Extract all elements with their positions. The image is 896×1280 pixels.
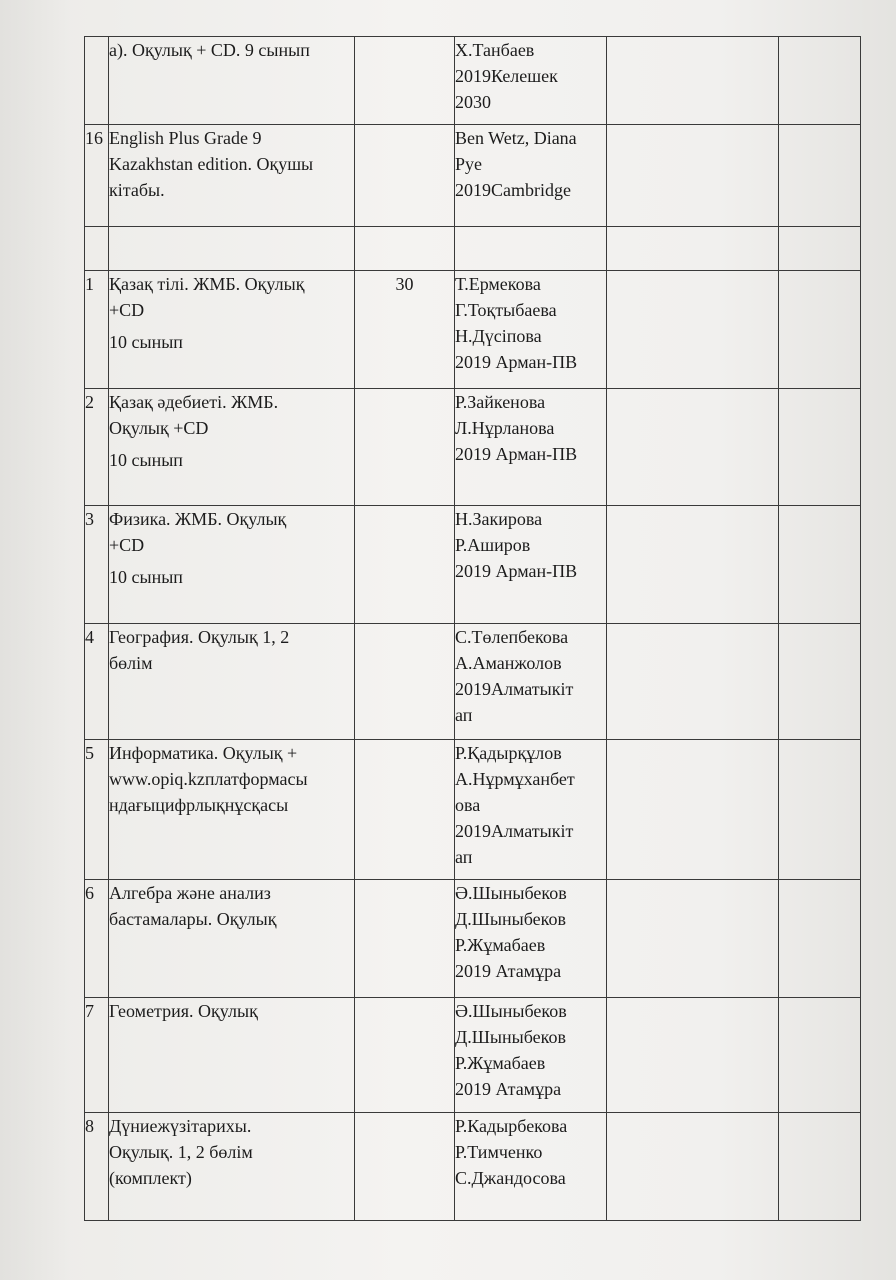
book-title-line: Дүниежүзітарихы. [109,1116,252,1136]
author-line: Н.Закирова [455,509,543,529]
book-title-cell [109,389,355,506]
book-title-line: English Plus Grade 9 [109,128,262,148]
textbook-table [84,36,861,1221]
author-line: Ben Wetz, Diana [455,128,577,148]
author-line: 2030 [455,92,491,112]
book-title-line: +CD [109,300,145,320]
author-line: Р.Жұмабаев [455,935,546,955]
author-publisher-cell [455,880,607,998]
book-title-line: бастамалары. Оқулық [109,909,277,929]
book-title-cell [109,880,355,998]
row-number [85,227,109,271]
book-title-cell [109,624,355,740]
book-title-line: +CD [109,535,145,555]
quantity-cell [355,998,455,1113]
author-line: Д.Шыныбеков [455,1027,566,1047]
author-publisher-cell [455,1113,607,1221]
row-number [85,37,109,125]
book-title-line: Оқулық. 1, 2 бөлім [109,1142,253,1162]
empty-cell [779,740,861,880]
author-line: 2019Алматыкіт [455,821,574,841]
author-line: Д.Шыныбеков [455,909,566,929]
empty-cell [779,624,861,740]
author-line: Н.Дүсіпова [455,326,542,346]
book-title-line: Информатика. Оқулық + [109,743,298,763]
row-number [85,624,109,740]
author-publisher-cell [455,37,607,125]
author-line: Р.Аширов [455,535,531,555]
quantity-cell [355,125,455,227]
empty-cell [779,998,861,1113]
book-title-cell [109,506,355,624]
quantity-cell [355,740,455,880]
book-title-line: www.opiq.kzплатформасы [109,769,308,789]
table-row [85,880,861,998]
empty-cell [607,624,779,740]
author-line: 2019 Атамұра [455,1079,562,1099]
book-title-line: кітабы. [109,180,165,200]
author-line: Pye [455,154,482,174]
book-title-line: бөлім [109,653,153,673]
author-line: А.Аманжолов [455,653,562,673]
author-line: 2019Алматыкіт [455,679,574,699]
author-publisher-cell [455,998,607,1113]
book-title-cell [109,37,355,125]
quantity-cell [355,389,455,506]
author-publisher-cell [455,227,607,271]
book-title-line: Алгебра және анализ [109,883,271,903]
grade-label: 10 сынып [109,450,183,470]
row-number-text: 4 [85,627,94,647]
book-title-cell [109,271,355,389]
quantity-cell [355,1113,455,1221]
author-line: С.Төлепбекова [455,627,569,647]
book-title-line: Қазақ әдебиеті. ЖМБ. [109,392,279,412]
author-line: Р.Қадырқұлов [455,743,562,763]
table-row [85,227,861,271]
quantity-cell [355,880,455,998]
quantity-cell [355,624,455,740]
author-line: 2019 Арман-ПВ [455,444,578,464]
book-title-cell [109,227,355,271]
empty-cell [779,37,861,125]
table-row [85,125,861,227]
author-publisher-cell [455,740,607,880]
book-title-line: ндағыцифрлықнұсқасы [109,795,289,815]
book-title-line: а). Оқулық + CD. 9 сынып [109,40,310,60]
author-line: Ә.Шыныбеков [455,883,567,903]
author-line: ап [455,705,473,725]
empty-cell [607,998,779,1113]
author-line: Г.Тоқтыбаева [455,300,557,320]
row-number-text: 5 [85,743,94,763]
row-number-text: 1 [85,274,94,294]
quantity-cell [355,271,455,389]
empty-cell [607,227,779,271]
book-title-cell [109,125,355,227]
row-number-text: 6 [85,883,94,903]
book-title-line: (комплект) [109,1168,192,1188]
empty-cell [779,227,861,271]
empty-cell [779,271,861,389]
row-number [85,125,109,227]
empty-cell [779,389,861,506]
table-row [85,37,861,125]
row-number-text: 2 [85,392,94,412]
book-title-line: Геометрия. Оқулық [109,1001,258,1021]
book-title-line: Қазақ тілі. ЖМБ. Оқулық [109,274,305,294]
empty-cell [607,389,779,506]
quantity-value: 30 [395,274,414,294]
row-number-text: 16 [85,128,103,148]
author-line: 2019 Арман-ПВ [455,561,578,581]
author-line: А.Нұрмұханбет [455,769,575,789]
author-line: Т.Ермекова [455,274,541,294]
book-title-line: Оқулық +CD [109,418,209,438]
row-number-text: 8 [85,1116,94,1136]
grade-label: 10 сынып [109,332,183,352]
author-publisher-cell [455,506,607,624]
table-row [85,998,861,1113]
author-line: ова [455,795,481,815]
empty-cell [607,740,779,880]
book-title-line: География. Оқулық 1, 2 [109,627,290,647]
row-number [85,880,109,998]
empty-cell [607,506,779,624]
book-title-cell [109,998,355,1113]
grade-label: 10 сынып [109,567,183,587]
author-line: 2019 Атамұра [455,961,562,981]
table-row [85,506,861,624]
empty-cell [607,125,779,227]
author-line: Р.Тимченко [455,1142,543,1162]
author-line: Р.Зайкенова [455,392,546,412]
author-publisher-cell [455,389,607,506]
table-row [85,271,861,389]
empty-cell [607,271,779,389]
row-number [85,998,109,1113]
row-number [85,271,109,389]
quantity-cell [355,227,455,271]
paper-shadow [0,0,70,1280]
author-publisher-cell [455,624,607,740]
row-number [85,1113,109,1221]
author-line: ап [455,847,473,867]
book-title-cell [109,1113,355,1221]
quantity-cell [355,37,455,125]
quantity-cell [355,506,455,624]
row-number [85,506,109,624]
book-title-line: Kazakhstan edition. Оқушы [109,154,314,174]
table-row [85,740,861,880]
author-line: С.Джандосова [455,1168,566,1188]
author-line: Р.Кадырбекова [455,1116,568,1136]
author-line: Р.Жұмабаев [455,1053,546,1073]
row-number-text: 7 [85,1001,94,1021]
author-publisher-cell [455,271,607,389]
author-line: 2019Келешек [455,66,558,86]
empty-cell [607,37,779,125]
empty-cell [779,880,861,998]
author-line: Х.Танбаев [455,40,535,60]
author-line: Ә.Шыныбеков [455,1001,567,1021]
author-publisher-cell [455,125,607,227]
book-title-line: Физика. ЖМБ. Оқулық [109,509,287,529]
empty-cell [607,880,779,998]
author-line: Л.Нұрланова [455,418,555,438]
author-line: 2019Cambridge [455,180,571,200]
author-line: 2019 Арман-ПВ [455,352,578,372]
book-title-cell [109,740,355,880]
empty-cell [779,125,861,227]
table-row [85,624,861,740]
row-number [85,740,109,880]
table-row [85,1113,861,1221]
row-number-text: 3 [85,509,94,529]
row-number [85,389,109,506]
empty-cell [607,1113,779,1221]
table-row [85,389,861,506]
empty-cell [779,1113,861,1221]
empty-cell [779,506,861,624]
